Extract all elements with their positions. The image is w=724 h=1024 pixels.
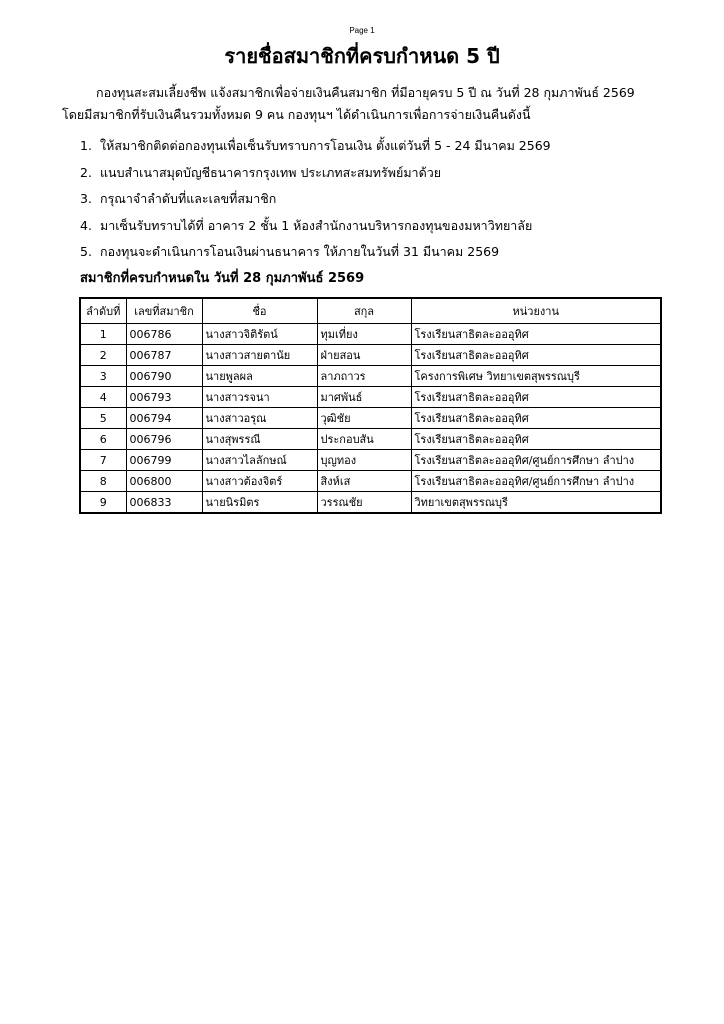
- cell-member-id: 006796: [126, 429, 202, 450]
- table-row: [80, 366, 661, 387]
- cell-first-name: นางสาวจิติรัตน์: [202, 324, 317, 345]
- header-no: ลำดับที่: [80, 298, 126, 324]
- cell-no: 9: [80, 492, 126, 514]
- cell-member-id: 006793: [126, 387, 202, 408]
- document-title: รายชื่อสมาชิกที่ครบกำหนด 5 ปี: [224, 44, 500, 68]
- cell-member-id: 006794: [126, 408, 202, 429]
- cell-member-id: 006786: [126, 324, 202, 345]
- list-item-number: 3.: [80, 191, 92, 206]
- cell-member-id: 006833: [126, 492, 202, 514]
- list-item: [80, 216, 551, 243]
- cell-no: 1: [80, 324, 126, 345]
- cell-no: 3: [80, 366, 126, 387]
- cell-member-id: 006799: [126, 450, 202, 471]
- header-first-name: ชื่อ: [202, 298, 317, 324]
- list-item: [80, 242, 551, 269]
- cell-unit: โรงเรียนสาธิตละอออุทิศ: [411, 429, 661, 450]
- cell-no: 4: [80, 387, 126, 408]
- cell-member-id: 006787: [126, 345, 202, 366]
- header-last-name: สกุล: [317, 298, 411, 324]
- list-item-text: กองทุนจะดำเนินการโอนเงินผ่านธนาคาร ให้ภายในวันที่ 31 มีนาคม 2569: [100, 244, 500, 259]
- cell-first-name: นางสาวไลลักษณ์: [202, 450, 317, 471]
- list-item: [80, 189, 551, 216]
- cell-last-name: มาศพันธ์: [317, 387, 411, 408]
- cell-unit: โรงเรียนสาธิตละอออุทิศ/ศูนย์การศึกษา ลำปาง: [411, 471, 661, 492]
- cell-unit: โรงเรียนสาธิตละอออุทิศ: [411, 387, 661, 408]
- cell-last-name: วรรณชัย: [317, 492, 411, 514]
- list-item-text: แนบสำเนาสมุดบัญชีธนาคารกรุงเทพ ประเภทสะสมทรัพย์มาด้วย: [100, 164, 442, 180]
- cell-first-name: นางสุพรรณี: [202, 429, 317, 450]
- cell-member-id: 006800: [126, 471, 202, 492]
- page-number: Page 1: [349, 26, 375, 35]
- cell-last-name: ฝ่ายสอน: [317, 345, 411, 366]
- cell-unit: โรงเรียนสาธิตละอออุทิศ: [411, 324, 661, 345]
- list-item-text: มาเซ็นรับทราบได้ที่ อาคาร 2 ชั้น 1 ห้องสำนักงานบริหารกองทุนของมหาวิทยาลัย: [100, 217, 533, 233]
- table-row: [80, 492, 661, 514]
- header-unit: หน่วยงาน: [411, 298, 661, 324]
- table-row: [80, 387, 661, 408]
- list-item-text: กรุณาจำลำดับที่และเลขที่สมาชิก: [100, 191, 277, 206]
- cell-first-name: นางสาวรจนา: [202, 387, 317, 408]
- cell-unit: วิทยาเขตสุพรรณบุรี: [411, 492, 661, 514]
- cell-unit: โครงการพิเศษ วิทยาเขตสุพรรณบุรี: [411, 366, 661, 387]
- table-row: [80, 345, 661, 366]
- cell-no: 2: [80, 345, 126, 366]
- table-row: [80, 471, 661, 492]
- list-item-number: 4.: [80, 217, 92, 233]
- list-item-number: 5.: [80, 244, 92, 259]
- cell-first-name: นางสาวต้องจิตร์: [202, 471, 317, 492]
- cell-last-name: วุฒิชัย: [317, 408, 411, 429]
- cell-no: 5: [80, 408, 126, 429]
- cell-last-name: ลาภถาวร: [317, 366, 411, 387]
- intro-line-1: กองทุนสะสมเลี้ยงชีพ แจ้งสมาชิกเพื่อจ่ายเงินคืนสมาชิก ที่มีอายุครบ 5 ปี ณ วันที่ 28 กุมภาพันธ์ 2569: [96, 85, 635, 100]
- cell-last-name: ทุมเที่ยง: [317, 324, 411, 345]
- cell-first-name: นายพูลผล: [202, 366, 317, 387]
- list-item-text: ให้สมาชิกติดต่อกองทุนเพื่อเซ็นรับทราบการโอนเงิน ตั้งแต่วันที่ 5 - 24 มีนาคม 2569: [100, 138, 551, 153]
- cell-first-name: นางสาวสายตานัย: [202, 345, 317, 366]
- cell-unit: โรงเรียนสาธิตละอออุทิศ/ศูนย์การศึกษา ลำปาง: [411, 450, 661, 471]
- list-item-number: 2.: [80, 164, 92, 180]
- intro-line-2: โดยมีสมาชิกที่รับเงินคืนรวมทั้งหมด 9 คน กองทุนฯ ได้ดำเนินการเพื่อการจ่ายเงินคืนดังนี้: [62, 107, 531, 122]
- table-row: [80, 324, 661, 345]
- cell-member-id: 006790: [126, 366, 202, 387]
- list-item: [80, 136, 551, 163]
- cell-unit: โรงเรียนสาธิตละอออุทิศ: [411, 345, 661, 366]
- table-row: [80, 429, 661, 450]
- cell-no: 6: [80, 429, 126, 450]
- table-row: [80, 408, 661, 429]
- table-header-row: [80, 298, 661, 324]
- cell-last-name: ประกอบสัน: [317, 429, 411, 450]
- cell-first-name: นางสาวอรุณ: [202, 408, 317, 429]
- header-member-id: เลขที่สมาชิก: [126, 298, 202, 324]
- cell-unit: โรงเรียนสาธิตละอออุทิศ: [411, 408, 661, 429]
- cell-first-name: นายนิรมิตร: [202, 492, 317, 514]
- list-item: [80, 163, 551, 190]
- cell-no: 7: [80, 450, 126, 471]
- cell-last-name: สิงห์เส: [317, 471, 411, 492]
- cell-no: 8: [80, 471, 126, 492]
- table-row: [80, 450, 661, 471]
- instruction-list: [80, 136, 551, 269]
- table-heading: สมาชิกที่ครบกำหนดใน วันที่ 28 กุมภาพันธ์ 2569: [80, 271, 365, 286]
- members-table: [79, 297, 662, 514]
- list-item-number: 1.: [80, 138, 92, 153]
- cell-last-name: บุญทอง: [317, 450, 411, 471]
